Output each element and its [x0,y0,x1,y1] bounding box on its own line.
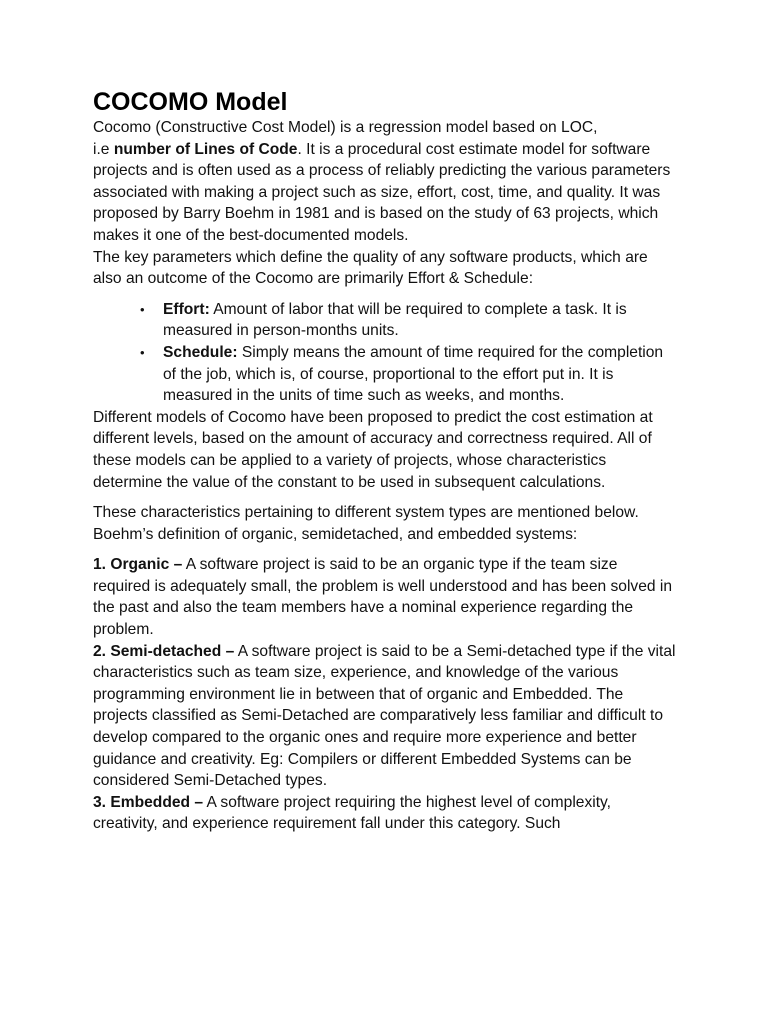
bullet-icon: • [140,344,145,360]
characteristics-paragraph: These characteristics pertaining to different system types are mentioned below. Boehm’s definition of organic, semidetached, and embedded systems: [93,504,639,543]
list-item-term: Schedule: [163,343,238,361]
intro-line2-prefix: i.e [93,140,114,158]
intro-paragraph [93,117,678,247]
list-item-term: Effort: [163,300,210,318]
intro-line1: Cocomo (Constructive Cost Model) is a regression model based on LOC, [93,119,598,136]
type-heading: 1. Organic – [93,556,183,574]
type-heading: 2. Semi-detached – [93,642,235,660]
page-title: COCOMO Model [93,88,288,116]
list-item-text: Amount of labor that will be required to complete a task. It is measured in person-months units. [163,300,627,340]
type-text: A software project is said to be a Semi-detached type if the vital characteristics such as team size, experience, and knowledge of the various programming environment lie in between that of organic and Embedded. The projects classified as Semi-Detached are comparatively less familiar and difficult to develop compared to the organic ones and require more experience and better guidance and creativity. Eg: Compilers or different Embedded Systems can be considered Semi-Detached types. [93,642,676,790]
type-text: A software project requiring the highest level of complexity, creativity, and experience requirement fall under this category. Such [93,793,612,833]
document-page [93,84,678,835]
type-text: A software project is said to be an organic type if the team size required is adequately small, the problem is well understood and has been solved in the past and also the team members have a nominal experience regarding the problem. [93,556,673,639]
bullet-icon: • [140,301,145,317]
type-semi-detached [93,641,678,792]
list-item-effort [140,299,678,342]
list-item-text: Simply means the amount of time required for the completion of the job, which is, of course, proportional to the effort put in. It is measured in the units of time such as weeks, and months. [163,343,664,405]
intro-bold-term: number of Lines of Code [113,140,298,158]
type-embedded [93,792,678,835]
models-paragraph: Different models of Cocomo have been proposed to predict the cost estimation at different levels, based on the amount of accuracy and correctness required. All of these models can be applied to a variety of projects, whose characteristics determine the value of the constant to be used in subsequent calculations. [93,408,653,491]
intro-rest: . It is a procedural cost estimate model for software projects and is often used as a process of reliably predicting the various parameters associated with making a project such as size, effort, cost, time, and quality. It was proposed by Barry Boehm in 1981 and is based on the study of 63 projects, which makes it one of the best-documented models. [93,140,671,244]
parameters-list [93,299,678,407]
type-heading: 3. Embedded – [93,793,204,811]
list-item-schedule [140,342,678,407]
type-organic [93,554,678,640]
key-parameters-paragraph: The key parameters which define the quality of any software products, which are also an outcome of the Cocomo are primarily Effort & Schedule: [93,248,648,288]
